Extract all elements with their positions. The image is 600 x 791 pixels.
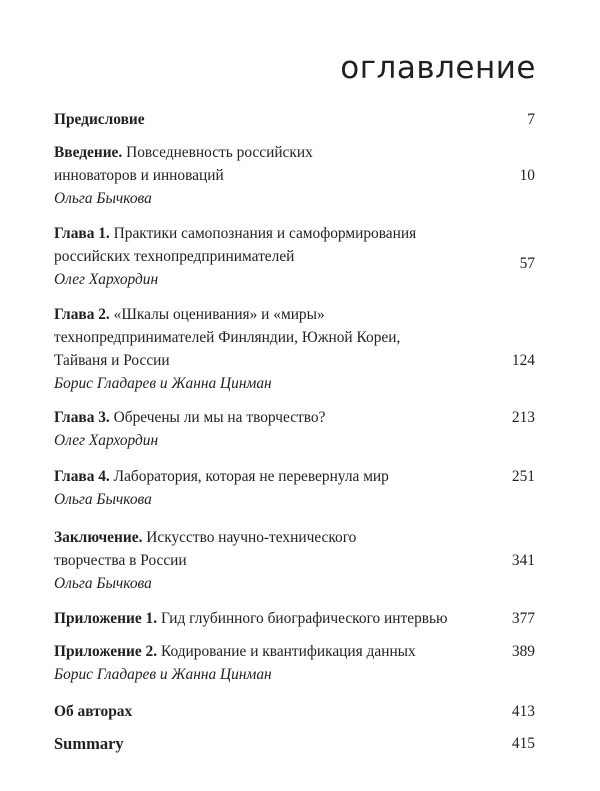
toc-entry-title-text: Гид глубинного биографического интервью bbox=[160, 610, 448, 627]
toc-entry-title-text: Кодирование и квантификация данных bbox=[160, 643, 416, 660]
toc-entry-label: Глава 2. bbox=[54, 306, 110, 323]
toc-entry-title-text: Обречены ли мы на творчество? bbox=[113, 409, 326, 426]
toc-entry-summary[interactable] bbox=[54, 732, 535, 755]
toc-entry-introduction[interactable] bbox=[54, 141, 535, 210]
toc-entry-page: 10 bbox=[519, 167, 535, 184]
toc-entry-title-text: Лаборатория, которая не перевернула мир bbox=[113, 468, 389, 485]
toc-entry-title bbox=[54, 640, 504, 663]
toc-entry-title bbox=[54, 700, 499, 723]
toc-entry-title-text: «Шкалы оценивания» и «миры» технопредпринимателей Финляндии, Южной Кореи, Тайваня и России bbox=[54, 306, 401, 369]
toc-entry-label: Заключение. bbox=[54, 529, 143, 546]
toc-entry-label: Предисловие bbox=[54, 111, 145, 128]
toc-entry-author: Борис Гладарев и Жанна Цинман bbox=[54, 666, 272, 683]
toc-entry-page: 7 bbox=[527, 111, 535, 128]
toc-entry-author: Ольга Бычкова bbox=[54, 491, 152, 508]
toc-entry-chapter-3[interactable] bbox=[54, 406, 535, 452]
toc-entry-page: 213 bbox=[511, 409, 535, 426]
toc-entry-title bbox=[54, 141, 384, 187]
toc-entry-title bbox=[54, 406, 499, 429]
toc-entry-author: Ольга Бычкова bbox=[54, 575, 152, 592]
toc-entry-preface[interactable] bbox=[54, 108, 535, 131]
toc-entry-author: Олег Хархордин bbox=[54, 271, 159, 288]
toc-entry-title bbox=[54, 732, 499, 755]
toc-entry-title-text: Искусство научно-технического творчества в России bbox=[54, 529, 357, 569]
toc-entry-label: Приложение 2. bbox=[54, 643, 158, 660]
toc-entry-label: Приложение 1. bbox=[54, 610, 158, 627]
toc-entry-title bbox=[54, 303, 454, 372]
toc-entry-label: Глава 4. bbox=[54, 468, 110, 485]
toc-entry-label: Глава 3. bbox=[54, 409, 110, 426]
toc-entry-title bbox=[54, 465, 499, 488]
toc-entry-title-text: Повседневность российских инноваторов и инноваций bbox=[54, 144, 313, 184]
toc-entry-page: 415 bbox=[511, 735, 535, 752]
toc-entry-chapter-1[interactable] bbox=[54, 222, 535, 291]
toc-entry-author: Борис Гладарев и Жанна Цинман bbox=[54, 375, 272, 392]
toc-entry-appendix-2[interactable] bbox=[54, 640, 535, 686]
toc-entry-page: 377 bbox=[511, 610, 535, 627]
toc-entry-about-authors[interactable] bbox=[54, 700, 535, 723]
toc-entry-title-text: Практики самопознания и самоформирования российских технопредпринимателей bbox=[54, 225, 417, 265]
toc-entry-title bbox=[54, 222, 469, 268]
toc-entry-page: 413 bbox=[511, 703, 535, 720]
toc-entry-page: 57 bbox=[519, 255, 535, 272]
toc-entry-label: Глава 1. bbox=[54, 225, 110, 242]
toc-entry-page: 251 bbox=[511, 468, 535, 485]
toc-entry-page: 124 bbox=[511, 352, 535, 369]
toc-entry-page: 389 bbox=[511, 643, 535, 660]
toc-entry-page: 341 bbox=[511, 552, 535, 569]
toc-entry-appendix-1[interactable] bbox=[54, 607, 535, 630]
toc-entry-author: Ольга Бычкова bbox=[54, 190, 152, 207]
page-title: оглавление bbox=[340, 50, 536, 86]
toc-entry-conclusion[interactable] bbox=[54, 526, 535, 595]
toc-entry-title bbox=[54, 526, 399, 572]
toc-entry-label: Об авторах bbox=[54, 703, 133, 720]
toc-entry-title bbox=[54, 108, 499, 131]
toc-entry-author: Олег Хархордин bbox=[54, 432, 159, 449]
toc-entry-label: Введение. bbox=[54, 144, 123, 161]
toc-entry-title bbox=[54, 607, 504, 630]
toc-entry-label: Summary bbox=[54, 734, 124, 753]
toc-entry-chapter-4[interactable] bbox=[54, 465, 535, 511]
toc-entry-chapter-2[interactable] bbox=[54, 303, 535, 395]
